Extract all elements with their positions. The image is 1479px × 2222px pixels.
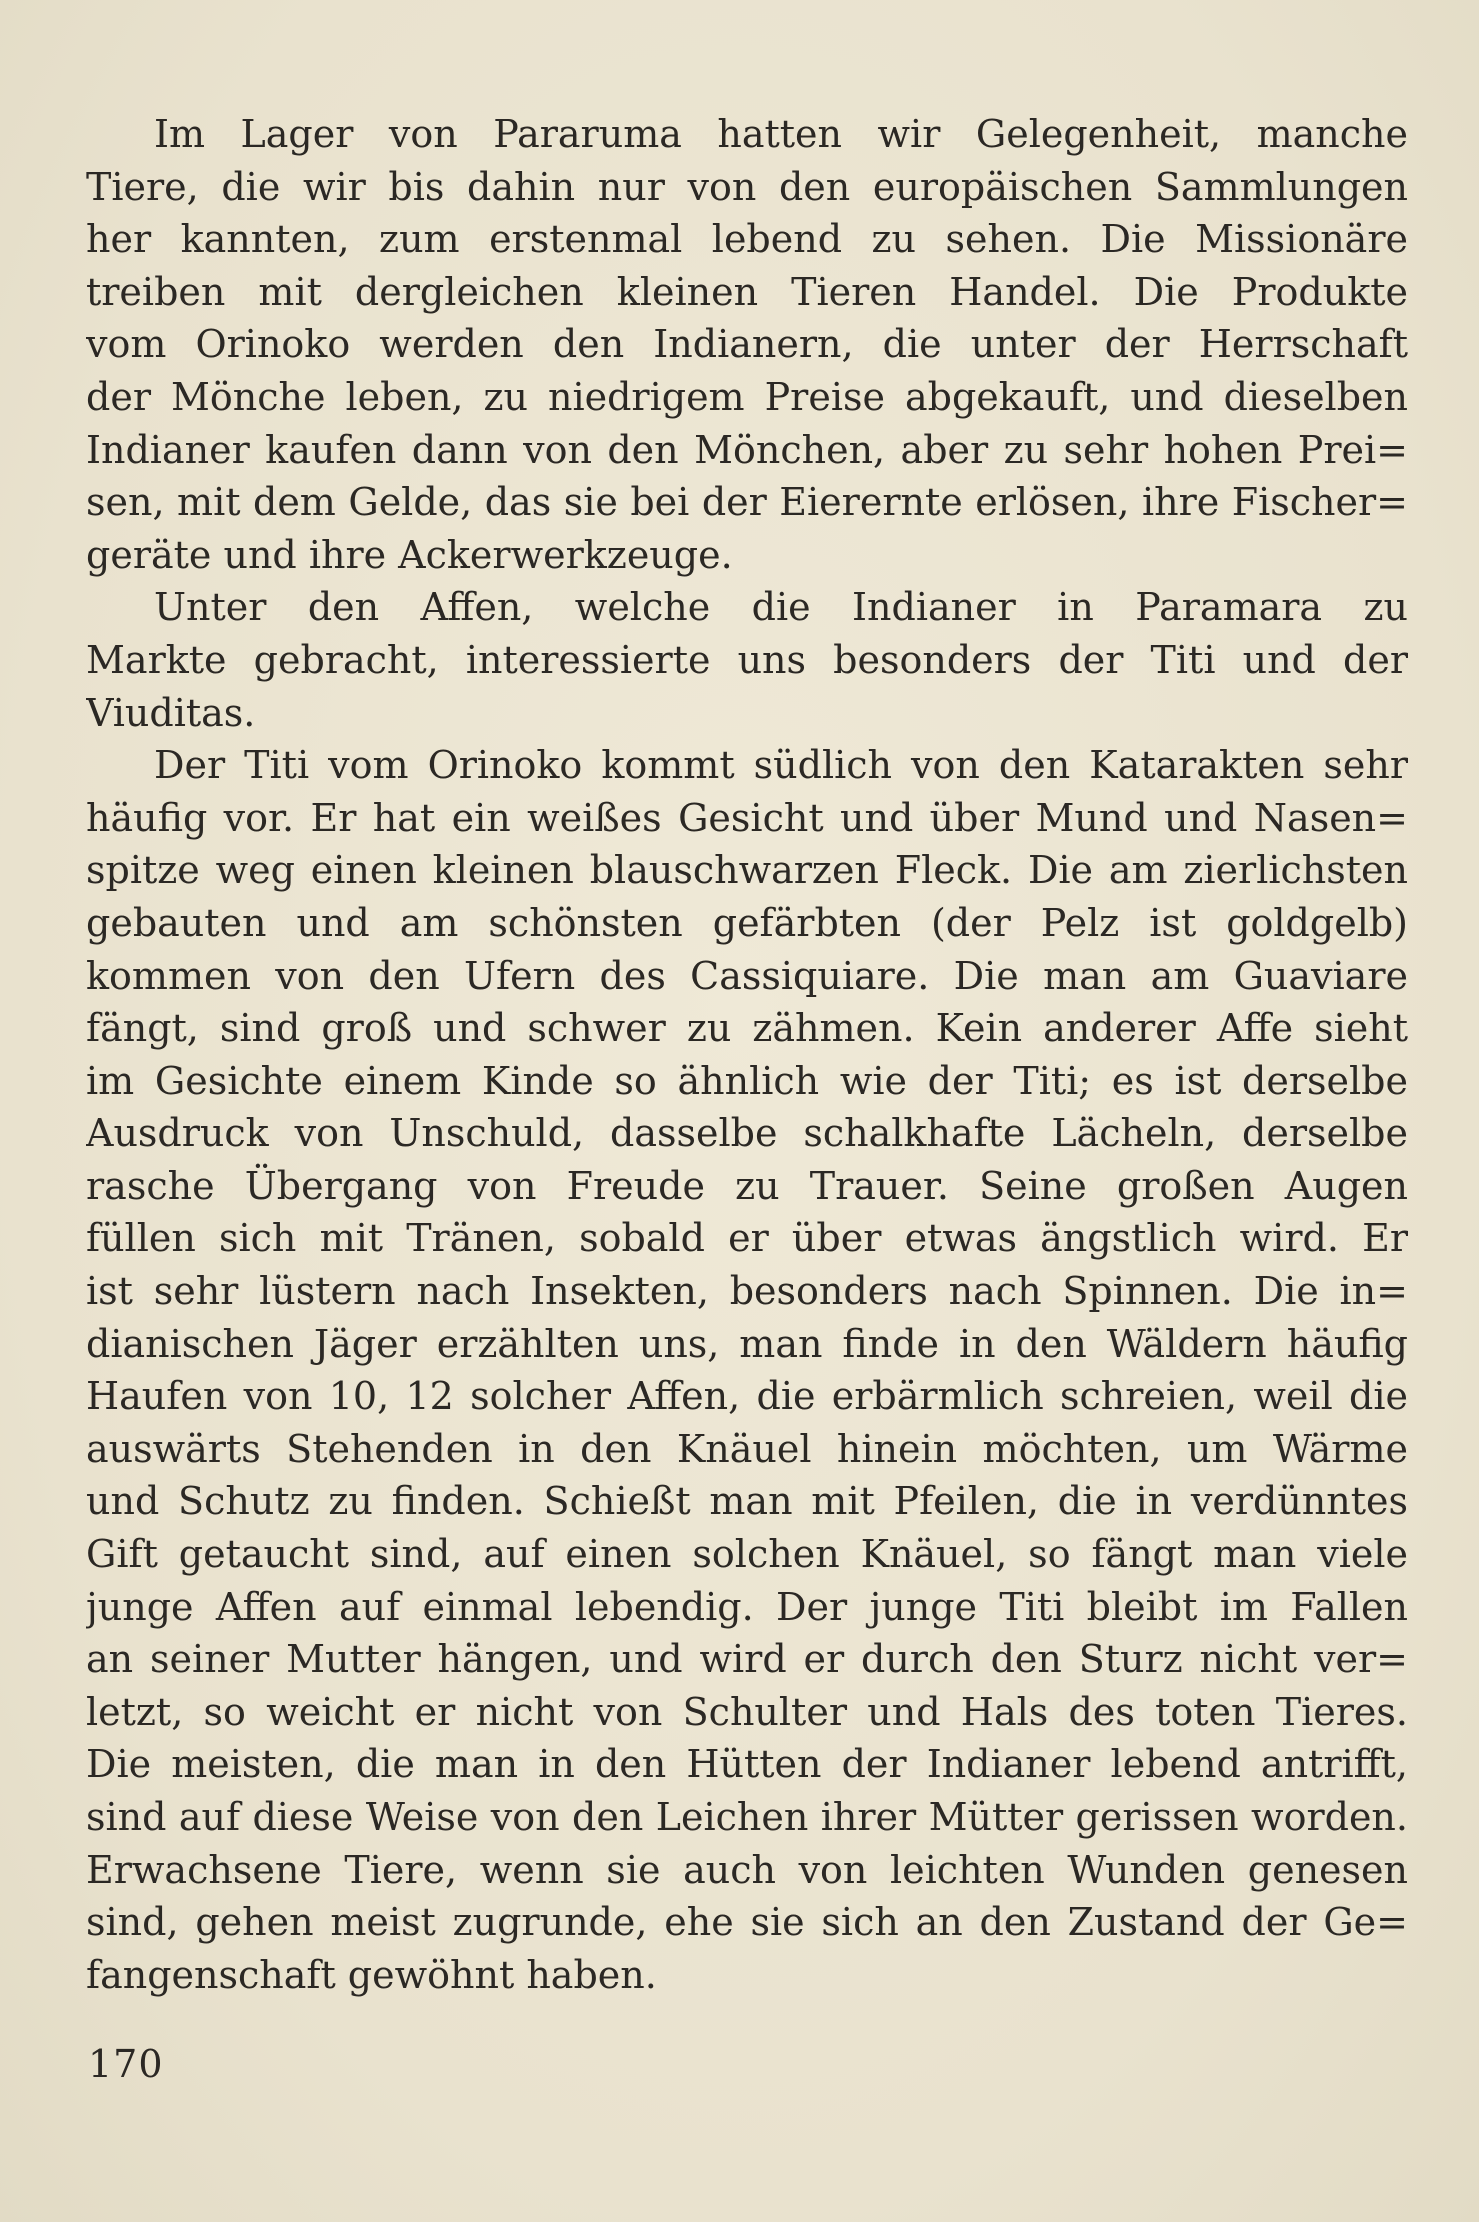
text-line: treiben mit dergleichen kleinen Tieren Handel. Die Produkte (86, 269, 1408, 314)
text-line: Tiere, die wir bis dahin nur von den europäischen Sammlungen (86, 164, 1408, 209)
text-line: Der Titi vom Orinoko kommt südlich von den Katarakten sehr (154, 743, 1408, 788)
body-text (86, 108, 1408, 2001)
text-line: gebauten und am schönsten gefärbten (der Pelz ist goldgelb) (86, 900, 1408, 945)
text-line: Indianer kaufen dann von den Mönchen, aber zu sehr hohen Prei= (86, 427, 1408, 472)
text-line: Die meisten, die man in den Hütten der Indianer lebend antrifft, (86, 1742, 1408, 1787)
text-line: Gift getaucht sind, auf einen solchen Knäuel, so fängt man viele (86, 1532, 1408, 1577)
text-line: und Schutz zu finden. Schießt man mit Pfeilen, die in verdünntes (86, 1479, 1408, 1524)
text-line: Viuditas. (86, 690, 256, 735)
text-line: Ausdruck von Unschuld, dasselbe schalkhafte Lächeln, derselbe (86, 1111, 1408, 1156)
text-line: her kannten, zum erstenmal lebend zu sehen. Die Missionäre (86, 217, 1408, 262)
text-line: Erwachsene Tiere, wenn sie auch von leichten Wunden genesen (86, 1847, 1408, 1892)
text-line: rasche Übergang von Freude zu Trauer. Seine großen Augen (86, 1163, 1408, 1208)
text-line: ist sehr lüstern nach Insekten, besonders nach Spinnen. Die in= (86, 1269, 1408, 1314)
text-line: kommen von den Ufern des Cassiquiare. Die man am Guaviare (86, 953, 1408, 998)
text-line: fangenschaft gewöhnt haben. (86, 1952, 657, 1997)
text-line: sind auf diese Weise von den Leichen ihrer Mütter gerissen worden. (86, 1795, 1408, 1839)
text-line: der Mönche leben, zu niedrigem Preise abgekauft, und dieselben (86, 374, 1408, 419)
text-line: Unter den Affen, welche die Indianer in Paramara zu (154, 585, 1408, 630)
text-line: sind, gehen meist zugrunde, ehe sie sich an den Zustand der Ge= (86, 1900, 1408, 1945)
text-line: an seiner Mutter hängen, und wird er durch den Sturz nicht ver= (86, 1637, 1408, 1682)
text-line: spitze weg einen kleinen blauschwarzen Fleck. Die am zierlichsten (86, 848, 1408, 893)
text-line: füllen sich mit Tränen, sobald er über etwas ängstlich wird. Er (86, 1216, 1408, 1261)
text-line: dianischen Jäger erzählten uns, man finde in den Wäldern häufig (86, 1321, 1408, 1366)
text-line: Im Lager von Pararuma hatten wir Gelegenheit, manche (154, 112, 1408, 156)
text-line: häufig vor. Er hat ein weißes Gesicht und über Mund und Nasen= (86, 795, 1408, 840)
text-line: Haufen von 10, 12 solcher Affen, die erbärmlich schreien, weil die (86, 1374, 1408, 1419)
text-line: im Gesichte einem Kinde so ähnlich wie der Titi; es ist derselbe (86, 1058, 1408, 1103)
text-line: sen, mit dem Gelde, das sie bei der Eierernte erlösen, ihre Fischer= (86, 480, 1408, 525)
text-line: geräte und ihre Ackerwerkzeuge. (86, 532, 733, 577)
text-line: letzt, so weicht er nicht von Schulter und Hals des toten Tieres. (86, 1689, 1408, 1734)
text-line: auswärts Stehenden in den Knäuel hinein möchten, um Wärme (86, 1426, 1408, 1471)
text-line: vom Orinoko werden den Indianern, die unter der Herrschaft (86, 322, 1408, 367)
page-number: 170 (88, 2042, 164, 2086)
text-line: Markte gebracht, interessierte uns besonders der Titi und der (86, 637, 1408, 682)
text-line: junge Affen auf einmal lebendig. Der junge Titi bleibt im Fallen (86, 1584, 1408, 1629)
text-line: fängt, sind groß und schwer zu zähmen. Kein anderer Affe sieht (86, 1006, 1408, 1051)
